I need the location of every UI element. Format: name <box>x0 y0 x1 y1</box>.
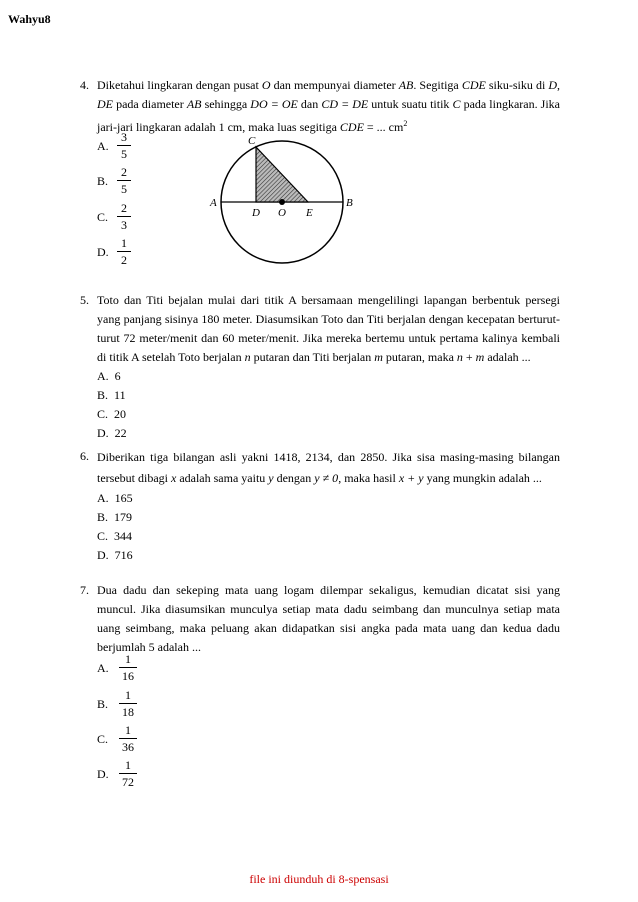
fraction: 1 72 <box>119 758 137 789</box>
q4-option-b[interactable]: B. 2 5 <box>97 165 157 199</box>
q7-option-c[interactable]: C. 1 36 <box>97 723 157 757</box>
question-6 <box>80 447 560 565</box>
q6-option-b[interactable]: B. 179 <box>97 510 133 524</box>
fraction: 2 5 <box>117 165 131 196</box>
q5-option-c[interactable]: C. 20 <box>97 407 127 421</box>
question-text: Diketahui lingkaran dengan pusat O dan mempunyai diameter AB. Segitiga CDE siku-siku di D, DE pada diameter AB sehingga DO = OE dan CD = DE untuk suatu titik C pada lingkaran. Jika jari-jari lingkaran adalah 1 cm, maka luas segitiga CDE = ... $cm^2$ <box>97 78 561 134</box>
q6-option-d[interactable]: D. 716 <box>97 548 133 562</box>
q7-option-a[interactable]: A. 1 16 <box>97 652 157 686</box>
fraction: 2 3 <box>117 201 131 232</box>
triangle-cde <box>256 147 308 202</box>
question-number: 7. <box>80 583 89 597</box>
question-4 <box>80 76 560 137</box>
fraction: 1 2 <box>117 236 131 267</box>
question-number: 6. <box>80 449 89 463</box>
label-d: D <box>252 207 260 219</box>
center-point <box>279 199 285 205</box>
q5-option-b[interactable]: B. 11 <box>97 388 126 402</box>
q4-option-d[interactable]: D. 1 2 <box>97 236 157 270</box>
circle-triangle-figure <box>200 130 360 290</box>
q7-option-d[interactable]: D. 1 72 <box>97 758 157 792</box>
question-number: 5. <box>80 293 89 307</box>
author-header: Wahyu8 <box>8 12 51 26</box>
question-text: Diberikan tiga bilangan asli yakni 1418, 2134, dan 2850. Jika sisa masing-masing bilangan tersebut dibagi x adalah sama yaitu y dengan y ≠ 0, maka hasil x + y yang mungkin adalah ... <box>97 450 560 485</box>
question-number: 4. <box>80 78 89 92</box>
footer-text: file ini diunduh di 8-spensasi <box>249 872 389 886</box>
fraction: 1 18 <box>119 688 137 719</box>
question-7 <box>80 581 560 657</box>
fraction: 3 5 <box>117 130 131 161</box>
question-text: Toto dan Titi bejalan mulai dari titik A bersamaan mengelilingi lapangan berbentuk persegi yang panjang sisinya 180 meter. Diasumsikan Toto dan Titi berjalan dengan kecepatan berturut-turut 72 meter/menit dan 60 meter/menit. Jika mereka bertemu untuk pertama kalinya kembali di titik A setelah Toto berjalan n putaran dan Titi berjalan m putaran, maka n + m adalah ... <box>97 293 560 364</box>
label-o: O <box>278 207 286 219</box>
label-c: C <box>248 135 256 147</box>
label-a: A <box>210 197 217 209</box>
fraction: 1 36 <box>119 723 137 754</box>
q4-option-a[interactable]: A. 3 5 <box>97 130 157 164</box>
label-e: E <box>306 207 313 219</box>
q5-option-d[interactable]: D. 22 <box>97 426 127 440</box>
fraction: 1 16 <box>119 652 137 683</box>
question-5 <box>80 291 560 443</box>
q6-option-a[interactable]: A. 165 <box>97 491 133 505</box>
q7-option-b[interactable]: B. 1 18 <box>97 688 157 722</box>
q6-option-c[interactable]: C. 344 <box>97 529 133 543</box>
q4-option-c[interactable]: C. 2 3 <box>97 201 157 235</box>
q5-option-a[interactable]: A. 6 <box>97 369 121 383</box>
label-b: B <box>346 197 353 209</box>
question-text: Dua dadu dan sekeping mata uang logam dilempar sekaligus, kemudian dicatat sisi yang muncul. Jika diasumsikan munculya setiap mata dadu seimbang dan munculnya setiap mata uang seimbang, maka peluang akan didapatkan sisi angka pada mata uang dan kedua dadu berjumlah 5 adalah ... <box>97 583 560 654</box>
